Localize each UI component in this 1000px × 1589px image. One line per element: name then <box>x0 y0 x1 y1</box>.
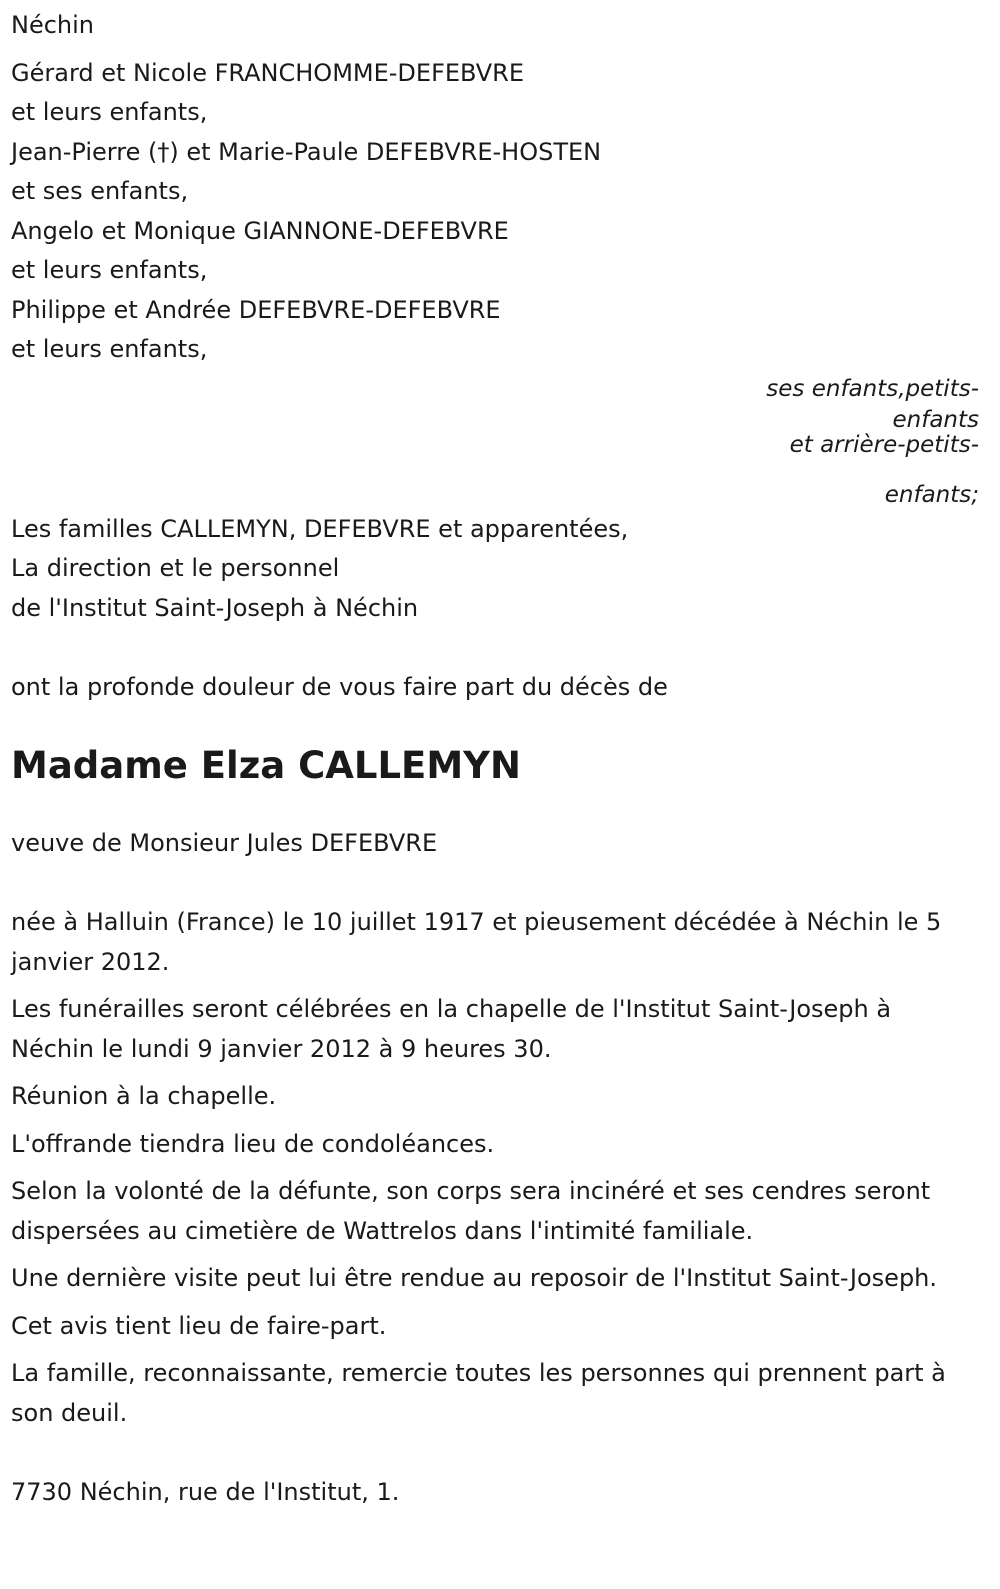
mourner-line: La direction et le personnel <box>11 554 340 582</box>
spacer <box>11 1117 979 1125</box>
descendants-line: et arrière-petits- <box>789 431 979 458</box>
obituary-notice <box>11 6 979 1513</box>
mourner-line: de l'Institut Saint-Joseph à Néchin <box>11 593 419 622</box>
spacer <box>11 1299 979 1307</box>
details <box>11 903 979 1433</box>
descendants-line: enfants; <box>884 481 979 508</box>
family-line: Jean-Pierre (†) et Marie-Paule DEFEBVRE-HOSTEN <box>11 137 602 166</box>
deceased-name: Madame Elza CALLEMYN <box>11 743 521 787</box>
spacer <box>11 1433 979 1473</box>
mourner-line: Les familles CALLEMYN, DEFEBVRE et apparentées, <box>11 514 629 543</box>
family-line: Gérard et Nicole FRANCHOMME-DEFEBVRE <box>11 58 525 87</box>
address-text: 7730 Néchin, rue de l'Institut, 1. <box>11 1478 400 1506</box>
family-line: et leurs enfants, <box>11 256 208 284</box>
widow-of-text: veuve de Monsieur Jules DEFEBVRE <box>11 828 438 857</box>
spacer <box>11 1164 979 1172</box>
spacer <box>11 628 979 668</box>
spacer <box>11 1069 979 1077</box>
detail-paragraph: Réunion à la chapelle. <box>11 1082 277 1110</box>
detail-paragraph: L'offrande tiendra lieu de condoléances. <box>11 1129 495 1158</box>
spacer <box>11 982 979 990</box>
family-line: Angelo et Monique GIANNONE-DEFEBVRE <box>11 216 509 245</box>
detail-paragraph: Cet avis tient lieu de faire-part. <box>11 1311 387 1340</box>
family-line: Philippe et Andrée DEFEBVRE-DEFEBVRE <box>11 295 501 324</box>
detail-paragraph: Une dernière visite peut lui être rendue au reposoir de l'Institut Saint-Joseph. <box>11 1264 938 1292</box>
descendants-note <box>11 370 979 510</box>
family-line: et ses enfants, <box>11 177 189 205</box>
announcement-text: ont la profonde douleur de vous faire part du décès de <box>11 673 668 701</box>
family-list <box>11 54 979 370</box>
spacer <box>11 1251 979 1259</box>
detail-paragraph: La famille, reconnaissante, remercie toutes les personnes qui prennent part à son deuil. <box>11 1359 946 1427</box>
place-heading: Néchin <box>11 11 95 39</box>
family-line: et leurs enfants, <box>11 335 208 363</box>
detail-paragraph: Selon la volonté de la défunte, son corps sera incinéré et ses cendres seront dispersées au cimetière de Wattrelos dans l'intimité familiale. <box>11 1177 931 1245</box>
other-mourners <box>11 510 979 629</box>
family-line: et leurs enfants, <box>11 98 208 126</box>
descendants-line: enfants <box>892 406 979 433</box>
spacer <box>11 863 979 903</box>
spacer <box>11 46 979 54</box>
descendants-line: ses enfants,petits- <box>766 375 979 402</box>
detail-paragraph: Les funérailles seront célébrées en la chapelle de l'Institut Saint-Joseph à Néchin le lundi 9 janvier 2012 à 9 heures 30. <box>11 995 892 1063</box>
spacer <box>11 1346 979 1354</box>
detail-paragraph: née à Halluin (France) le 10 juillet 1917 et pieusement décédée à Néchin le 5 janvier 2012. <box>11 908 942 976</box>
